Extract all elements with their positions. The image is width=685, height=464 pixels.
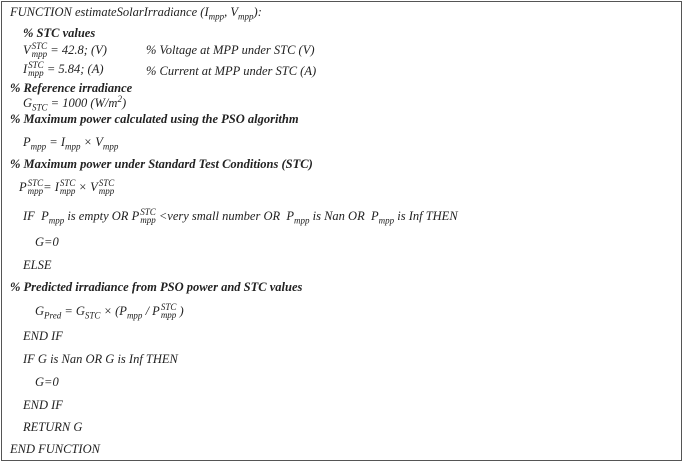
pmpp-v-sub: mpp [102, 141, 119, 152]
pmpp-line [23, 135, 118, 150]
function-header: FUNCTION estimateSolarIrradiance ($I_{mpp}$, $V_{mpp}$): [10, 5, 262, 22]
i-stc-sup: STC [28, 60, 44, 71]
v-stc-line [23, 43, 107, 59]
pstc-i-sub: mpp [59, 186, 76, 197]
pmpp-sub: mpp [30, 141, 47, 152]
v-stc-comment: % Voltage at MPP under STC (V) [146, 43, 315, 57]
pmpp-v: V [95, 135, 103, 149]
g-stc-sub: STC [32, 102, 48, 113]
function-keyword: FUNCTION [10, 5, 72, 19]
pstc-v: V [90, 180, 98, 194]
i-stc-assign: = 5.84; (A) [46, 62, 104, 76]
pso-comment: % Maximum power calculated using the PSO algorithm [10, 112, 299, 126]
g-zero-2: G=0 [35, 375, 59, 389]
if-text-empty: is empty OR [67, 209, 129, 223]
pstc-i: I [54, 180, 59, 194]
v-stc-sup: STC [31, 41, 48, 52]
i-stc-sub: mpp [28, 68, 44, 79]
return-line: RETURN G [23, 420, 83, 434]
else-keyword: ELSE [23, 258, 52, 272]
gpred-sub: Pred [44, 310, 62, 321]
if-p1-sub: mpp [48, 215, 65, 226]
gpred-p2: P [152, 304, 160, 318]
g-zero-1: G=0 [35, 235, 59, 249]
pstc-comment: % Maximum power under Standard Test Conditions (STC) [10, 157, 313, 171]
g-stc-assign: = 1000 (W/m [50, 96, 118, 110]
stc-values-comment: % STC values [23, 26, 96, 40]
pmpp-i-sub: mpp [65, 141, 81, 152]
gpred-times: × ( [103, 304, 120, 318]
g-stc-line [23, 93, 127, 113]
v-stc-sub: mpp [31, 49, 48, 60]
pmpp-eq: = [49, 135, 58, 149]
pstc-times: × [78, 180, 87, 194]
if-p2-sub: mpp [140, 215, 156, 226]
gpred-slash: / [145, 304, 150, 318]
pstc-i-sup: STC [59, 178, 76, 189]
arg-i: I [204, 5, 209, 19]
if-p1: P [41, 209, 49, 223]
i-stc-comment: % Current at MPP under STC (A) [146, 64, 317, 78]
gpred-close: ) [179, 304, 184, 318]
if-p4-sub: mpp [378, 215, 395, 226]
pstc-v-sub: mpp [98, 186, 115, 197]
g-stc-unit-sup: 2 [117, 93, 122, 104]
gpred-symbol: G [35, 304, 45, 318]
pstc-v-sup: STC [98, 178, 115, 189]
if-p2-sup: STC [140, 207, 156, 218]
gpred-p2-sup: STC [160, 302, 177, 313]
if-p3-sub: mpp [294, 215, 310, 226]
if-text-inf: is Inf THEN [397, 209, 458, 223]
gpred-eq: = [64, 304, 73, 318]
gpred-p1: P [119, 304, 127, 318]
reference-irradiance-comment: % Reference irradiance [10, 81, 133, 95]
pmpp-symbol: P [23, 135, 31, 149]
i-stc-symbol: I [23, 62, 28, 76]
gpred-gstc: G [75, 304, 85, 318]
pmpp-times: × [83, 135, 93, 149]
v-stc-assign: = 42.8; (V) [50, 43, 107, 57]
predicted-irradiance-comment: % Predicted irradiance from PSO power and STC values [10, 280, 303, 294]
if-condition-line [23, 209, 458, 225]
end-if-1: END IF [23, 329, 63, 343]
gpred-p1-sub: mpp [126, 310, 143, 321]
pstc-sub: mpp [27, 186, 44, 197]
gpred-p2-sub: mpp [160, 310, 177, 321]
end-if-2: END IF [23, 398, 63, 412]
gpred-gstc-sub: STC [84, 310, 101, 321]
if-p4: P [370, 209, 379, 223]
arg-v: V [230, 5, 239, 19]
if-p3: P [286, 209, 294, 223]
arg-i-sub: mpp [208, 11, 225, 22]
pstc-eq: = [43, 180, 52, 194]
v-stc-symbol: V [23, 43, 31, 57]
if-text-nan: is Nan OR [312, 209, 365, 223]
if-keyword: IF [23, 209, 35, 223]
if-text-small: <very small number OR [158, 209, 281, 223]
pstc-line [19, 180, 114, 196]
if-p2: P [131, 209, 140, 223]
gpred-line [35, 304, 184, 320]
g-stc-close: ) [121, 96, 127, 110]
function-name: estimateSolarIrradiance [74, 5, 198, 19]
if-g-line: IF G is Nan OR G is Inf THEN [23, 352, 178, 366]
pstc-symbol: P [19, 180, 27, 194]
g-stc-symbol: G [23, 96, 33, 110]
pseudocode-box [1, 1, 682, 461]
i-stc-line [23, 62, 104, 78]
arg-v-sub: mpp [238, 11, 254, 22]
end-function: END FUNCTION [10, 442, 100, 456]
pmpp-i: I [60, 135, 65, 149]
pstc-sup: STC [27, 178, 44, 189]
